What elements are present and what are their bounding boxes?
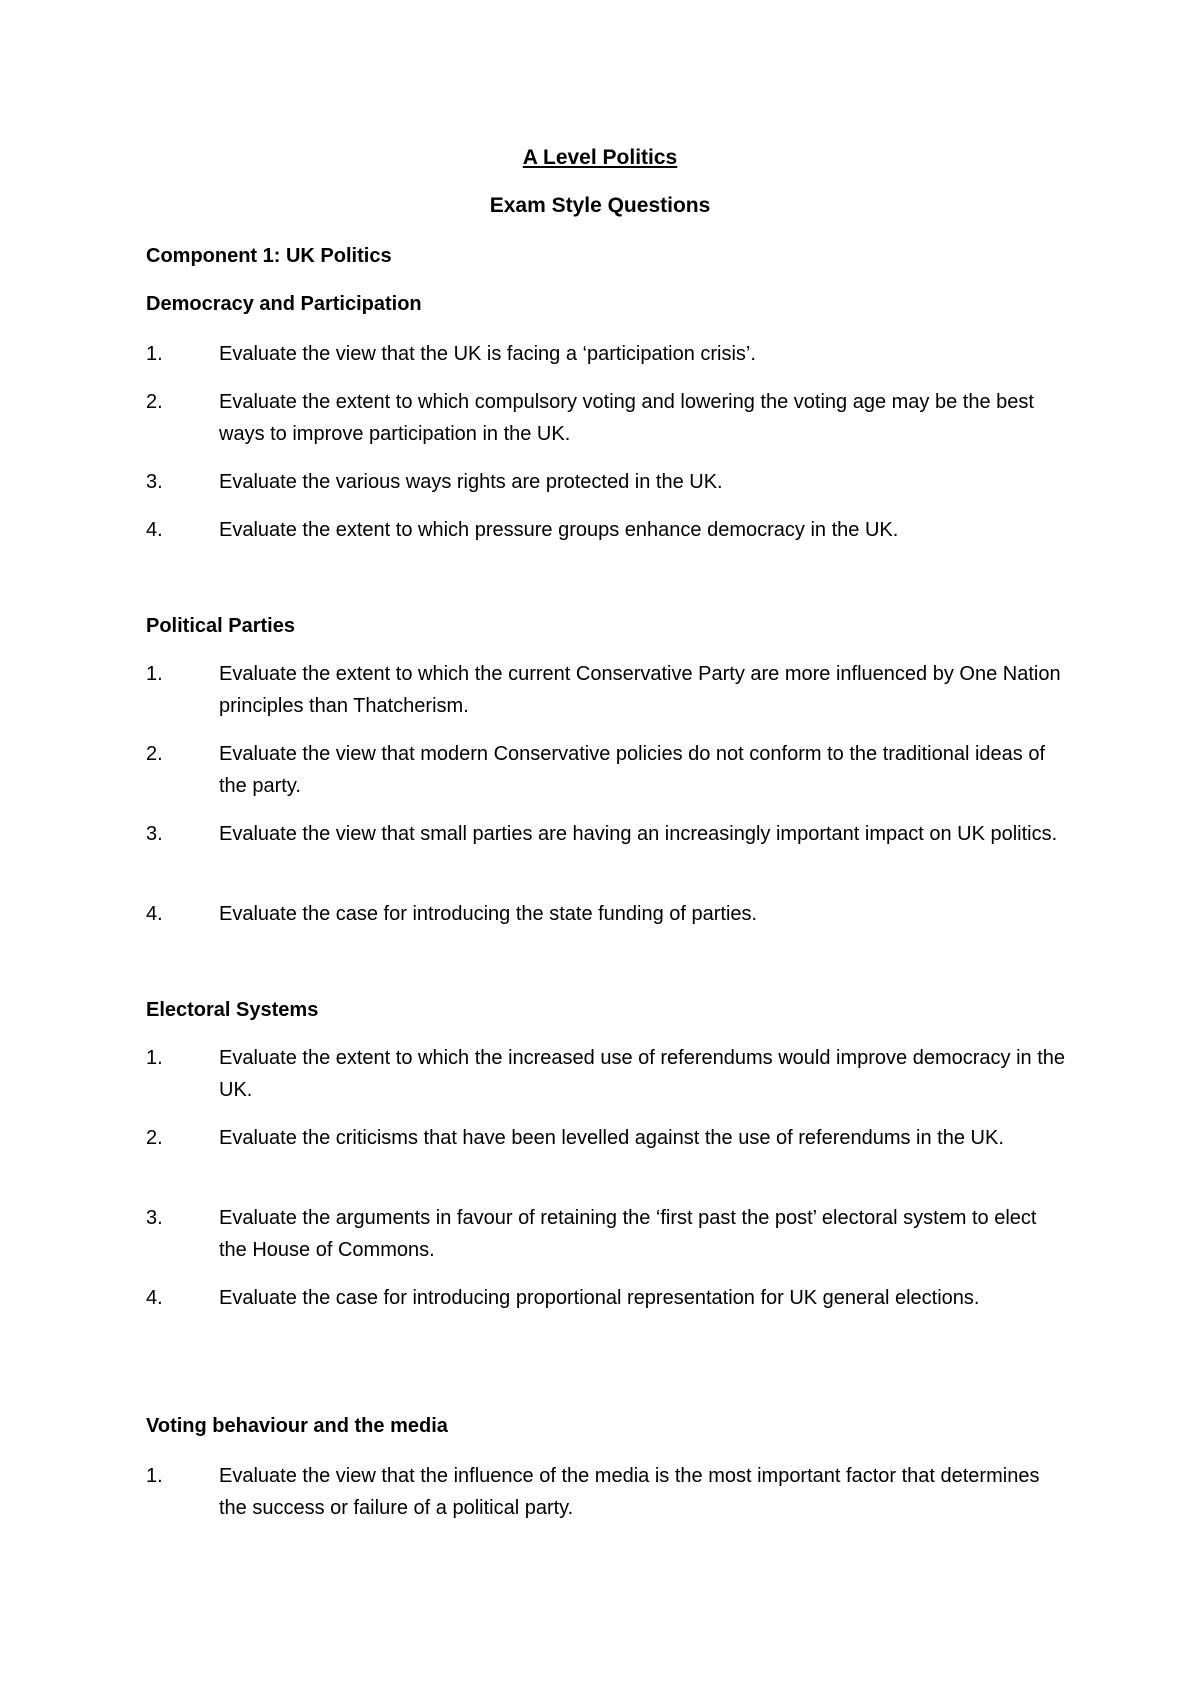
question-item <box>146 1202 1066 1266</box>
question-number: 4. <box>146 519 163 541</box>
question-number: 3. <box>146 823 163 845</box>
component-heading: Component 1: UK Politics <box>146 245 392 267</box>
question-number: 4. <box>146 1287 163 1309</box>
question-number: 2. <box>146 1127 163 1149</box>
question-number: 1. <box>146 663 163 685</box>
question-item <box>146 466 1066 498</box>
question-text: Evaluate the extent to which the current Conservative Party are more influenced by One Nation principles than Thatcherism. <box>219 663 1061 717</box>
question-text: Evaluate the case for introducing proportional representation for UK general elections. <box>219 1287 980 1309</box>
question-item <box>146 1122 1066 1154</box>
question-number: 4. <box>146 903 163 925</box>
question-item <box>146 738 1066 802</box>
section-heading-voting-behaviour: Voting behaviour and the media <box>146 1415 448 1437</box>
question-text: Evaluate the extent to which the increased use of referendums would improve democracy in the UK. <box>219 1047 1066 1101</box>
question-item <box>146 338 1066 370</box>
question-text: Evaluate the view that the UK is facing a ‘participation crisis’. <box>219 343 756 365</box>
question-item <box>146 658 1066 722</box>
question-text: Evaluate the criticisms that have been levelled against the use of referendums in the UK. <box>219 1127 1004 1149</box>
question-number: 3. <box>146 1207 163 1229</box>
question-item <box>146 1460 1066 1524</box>
question-text: Evaluate the arguments in favour of retaining the ‘first past the post’ electoral system to elect the House of Commons. <box>219 1207 1037 1261</box>
question-item <box>146 1282 1066 1314</box>
question-number: 2. <box>146 743 163 765</box>
question-item <box>146 514 1066 546</box>
section-heading-electoral-systems: Electoral Systems <box>146 999 319 1021</box>
question-item <box>146 898 1066 930</box>
document-subtitle: Exam Style Questions <box>489 194 711 217</box>
question-text: Evaluate the extent to which pressure groups enhance democracy in the UK. <box>219 519 899 541</box>
section-heading-political-parties: Political Parties <box>146 615 295 637</box>
question-text: Evaluate the extent to which compulsory voting and lowering the voting age may be the best ways to improve participation in the UK. <box>219 391 1034 445</box>
question-number: 1. <box>146 343 163 365</box>
question-item <box>146 386 1066 450</box>
question-number: 3. <box>146 471 163 493</box>
question-text: Evaluate the case for introducing the state funding of parties. <box>219 903 758 925</box>
section-heading-democracy: Democracy and Participation <box>146 293 422 315</box>
question-text: Evaluate the view that modern Conservative policies do not conform to the traditional ideas of the party. <box>219 743 1046 797</box>
question-item <box>146 818 1066 850</box>
question-item <box>146 1042 1066 1106</box>
question-text: Evaluate the view that small parties are having an increasingly important impact on UK politics. <box>219 823 1058 845</box>
question-text: Evaluate the view that the influence of the media is the most important factor that determines the success or failure of a political party. <box>219 1465 1040 1519</box>
question-text: Evaluate the various ways rights are protected in the UK. <box>219 471 723 493</box>
document-title: A Level Politics <box>522 146 678 169</box>
question-number: 2. <box>146 391 163 413</box>
question-number: 1. <box>146 1047 163 1069</box>
question-number: 1. <box>146 1465 163 1487</box>
